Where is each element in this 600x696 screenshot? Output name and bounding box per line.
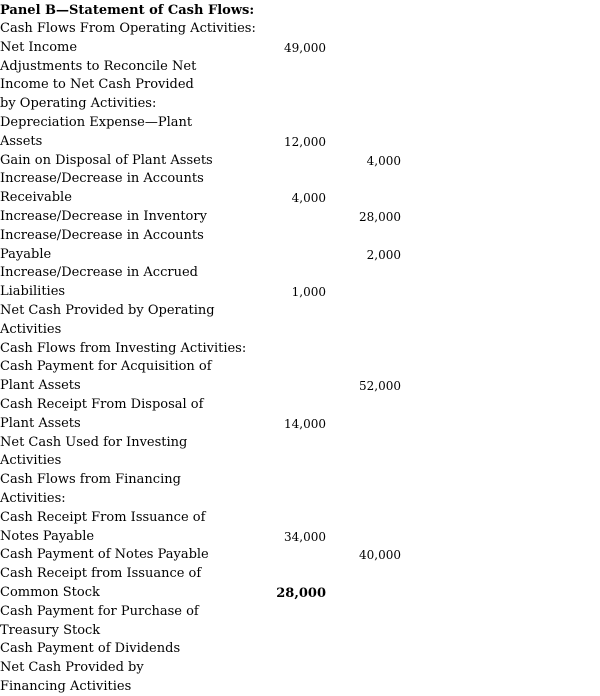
amount-column-1: 34,000	[284, 529, 326, 544]
statement-row	[0, 226, 600, 245]
statement-row	[0, 188, 600, 207]
statement-row	[0, 602, 600, 621]
amount-column-1: 49,000	[284, 40, 326, 55]
row-label: Plant Assets	[0, 378, 81, 394]
row-label: Liabilities	[0, 284, 66, 300]
amount-column-1: 12,000	[284, 134, 326, 149]
statement-row	[0, 508, 600, 527]
row-label: Activities	[0, 321, 62, 337]
row-label: Assets	[0, 133, 43, 149]
row-label: Cash Flows from Financing	[0, 472, 181, 488]
row-label: Cash Payment for Purchase of	[0, 603, 199, 619]
row-label: Cash Payment of Notes Payable	[0, 547, 209, 563]
amount-column-1: 14,000	[284, 416, 326, 431]
row-label: Cash Receipt from Issuance of	[0, 566, 202, 582]
statement-row	[0, 151, 600, 170]
statement-row	[0, 621, 600, 640]
statement-row	[0, 376, 600, 395]
amount-column-2: 28,000	[359, 210, 401, 224]
row-label: Cash Receipt From Disposal of	[0, 397, 204, 412]
row-label: Increase/Decrease in Accounts	[0, 227, 204, 243]
statement-row	[0, 451, 600, 470]
statement-row	[0, 207, 600, 226]
row-label: Plant Assets	[0, 415, 81, 431]
statement-row	[0, 94, 600, 113]
statement-row	[0, 19, 600, 38]
amount-column-1: 28,000	[276, 586, 326, 601]
statement-row	[0, 57, 600, 76]
amount-column-2: 2,000	[366, 247, 401, 262]
panel-title: Panel B—Statement of Cash Flows:	[0, 3, 255, 18]
row-label: Net Cash Used for Investing	[0, 434, 188, 450]
statement-row	[0, 489, 600, 508]
row-label: Common Stock	[0, 585, 100, 600]
row-label: Depreciation Expense—Plant	[0, 115, 193, 130]
row-label: Net Income	[0, 39, 78, 55]
row-label: by Operating Activities:	[0, 96, 157, 112]
amount-column-2: 52,000	[359, 379, 401, 394]
statement-row	[0, 169, 600, 188]
statement-row	[0, 282, 600, 301]
amount-column-1: 1,000	[291, 285, 326, 300]
statement-row	[0, 75, 600, 94]
amount-column-2: 4,000	[366, 153, 401, 168]
row-label: Treasury Stock	[0, 622, 101, 638]
row-label: Payable	[0, 246, 52, 262]
amount-column-2: 40,000	[359, 548, 401, 563]
statement-row	[0, 414, 600, 433]
row-label: Net Cash Provided by	[0, 660, 144, 676]
row-label: Activities:	[0, 491, 66, 506]
statement-row	[0, 639, 600, 658]
statement-row	[0, 339, 600, 358]
row-label: Cash Payment for Acquisition of	[0, 359, 212, 375]
row-label: Notes Payable	[0, 528, 95, 544]
statement-row	[0, 320, 600, 339]
statement-row	[0, 433, 600, 452]
row-label: Cash Flows From Operating Activities:	[0, 21, 256, 36]
statement-row	[0, 677, 600, 696]
statement-row	[0, 113, 600, 132]
statement-row	[0, 395, 600, 414]
statement-row	[0, 658, 600, 677]
row-label: Activities	[0, 453, 62, 469]
statement-row	[0, 583, 600, 602]
row-label: Cash Receipt From Issuance of	[0, 509, 206, 525]
statement-row	[0, 470, 600, 489]
row-label: Income to Net Cash Provided	[0, 77, 194, 93]
statement-row	[0, 263, 600, 282]
statement-row	[0, 245, 600, 264]
statement-row	[0, 38, 600, 57]
row-label: Increase/Decrease in Inventory	[0, 209, 207, 224]
amount-column-1: 4,000	[291, 191, 326, 206]
row-label: Cash Payment of Dividends	[0, 641, 181, 657]
row-label: Cash Flows from Investing Activities:	[0, 340, 247, 356]
statement-row	[0, 527, 600, 546]
statement-row	[0, 564, 600, 583]
row-label: Net Cash Provided by Operating	[0, 303, 215, 318]
statement-row	[0, 132, 600, 151]
row-label: Financing Activities	[0, 679, 132, 694]
row-label: Increase/Decrease in Accounts	[0, 171, 204, 187]
statement-row	[0, 301, 600, 320]
row-label: Gain on Disposal of Plant Assets	[0, 152, 213, 168]
statement-row	[0, 357, 600, 376]
row-label: Receivable	[0, 190, 72, 206]
row-label: Increase/Decrease in Accrued	[0, 265, 198, 281]
statement-row	[0, 545, 600, 564]
row-label: Adjustments to Reconcile Net	[0, 58, 197, 74]
